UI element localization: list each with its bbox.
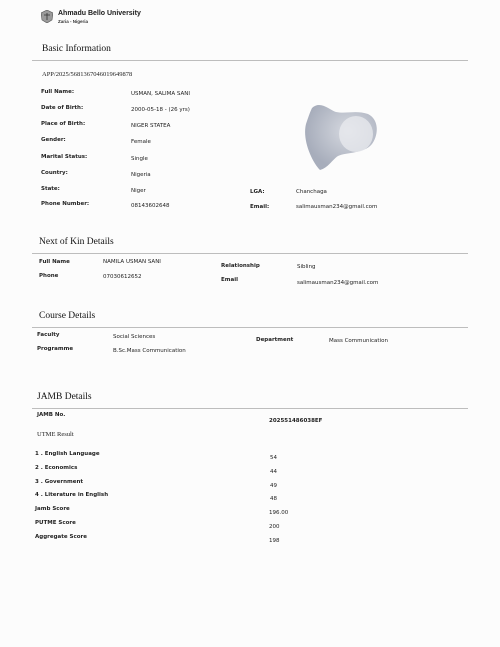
department-value: Mass Communication xyxy=(329,338,388,344)
passport-photo xyxy=(298,100,378,172)
lga-label: LGA: xyxy=(250,189,265,195)
university-logo xyxy=(41,10,53,23)
kin-relationship-label: Relationship xyxy=(221,263,260,269)
basic-info-heading: Basic Information xyxy=(42,44,111,54)
email-label: Email: xyxy=(250,204,270,210)
email-value: salimausman234@gmail.com xyxy=(296,204,378,210)
jamb-details-heading: JAMB Details xyxy=(37,392,92,402)
score-label: Aggregate Score xyxy=(35,534,87,540)
subject-label: 1 . English Language xyxy=(35,451,100,457)
course-details-heading: Course Details xyxy=(39,311,96,321)
kin-name-label: Full Name xyxy=(39,259,70,265)
basic-field-value: USMAN, SALIMA SANI xyxy=(131,91,191,97)
basic-field-value: Female xyxy=(131,139,151,145)
department-label: Department xyxy=(256,337,294,343)
kin-phone-value: 07030612652 xyxy=(103,274,142,280)
basic-field-label: Place of Birth: xyxy=(41,121,86,127)
subject-label: 2 . Economics xyxy=(35,465,78,471)
application-number: APP/2025/5681367046019649878 xyxy=(42,71,133,78)
basic-field-label: State: xyxy=(41,186,60,192)
kin-email-label: Email xyxy=(221,277,238,283)
jamb-number-label: JAMB No. xyxy=(37,412,66,418)
next-of-kin-heading: Next of Kin Details xyxy=(39,237,114,247)
section-divider xyxy=(32,60,468,61)
basic-field-value: Nigeria xyxy=(131,172,151,178)
basic-field-label: Date of Birth: xyxy=(41,105,84,111)
score-value: 196.00 xyxy=(269,510,289,516)
section-divider xyxy=(32,253,468,254)
kin-email-value: salimausman234@gmail.com xyxy=(297,280,379,286)
faculty-label: Faculty xyxy=(37,332,60,338)
programme-value: B.Sc.Mass Communication xyxy=(113,348,186,354)
score-value: 200 xyxy=(269,524,280,530)
basic-field-value: 2000-05-18 - (26 yrs) xyxy=(131,107,190,113)
score-label: Jamb Score xyxy=(35,506,70,512)
jamb-number-value: 202551486038EF xyxy=(269,418,323,424)
kin-phone-label: Phone xyxy=(39,273,59,279)
kin-relationship-value: Sibling xyxy=(297,264,316,270)
basic-field-label: Marital Status: xyxy=(41,154,88,160)
section-divider xyxy=(32,327,468,328)
university-name: Ahmadu Bello University xyxy=(58,10,141,17)
basic-field-label: Phone Number: xyxy=(41,201,90,207)
university-location: Zaria - Nigeria xyxy=(58,19,89,24)
lga-value: Chanchaga xyxy=(296,189,327,195)
basic-field-value: NIGER STATEA xyxy=(131,123,171,129)
subject-score: 44 xyxy=(270,469,277,475)
subject-score: 54 xyxy=(270,455,277,461)
subject-label: 3 . Government xyxy=(35,479,83,485)
kin-name-value: NAMILA USMAN SANI xyxy=(103,259,161,265)
section-divider xyxy=(32,408,468,409)
utme-result-heading: UTME Result xyxy=(37,431,74,438)
score-label: PUTME Score xyxy=(35,520,76,526)
basic-field-label: Country: xyxy=(41,170,68,176)
subject-label: 4 . Literature in English xyxy=(35,492,109,498)
basic-field-label: Gender: xyxy=(41,137,66,143)
basic-field-label: Full Name: xyxy=(41,89,75,95)
score-value: 198 xyxy=(269,538,280,544)
basic-field-value: Single xyxy=(131,156,148,162)
basic-field-value: Niger xyxy=(131,188,146,194)
faculty-value: Social Sciences xyxy=(113,334,156,340)
programme-label: Programme xyxy=(37,346,74,352)
subject-score: 48 xyxy=(270,496,277,502)
basic-field-value: 08143602648 xyxy=(131,203,170,209)
subject-score: 49 xyxy=(270,483,277,489)
